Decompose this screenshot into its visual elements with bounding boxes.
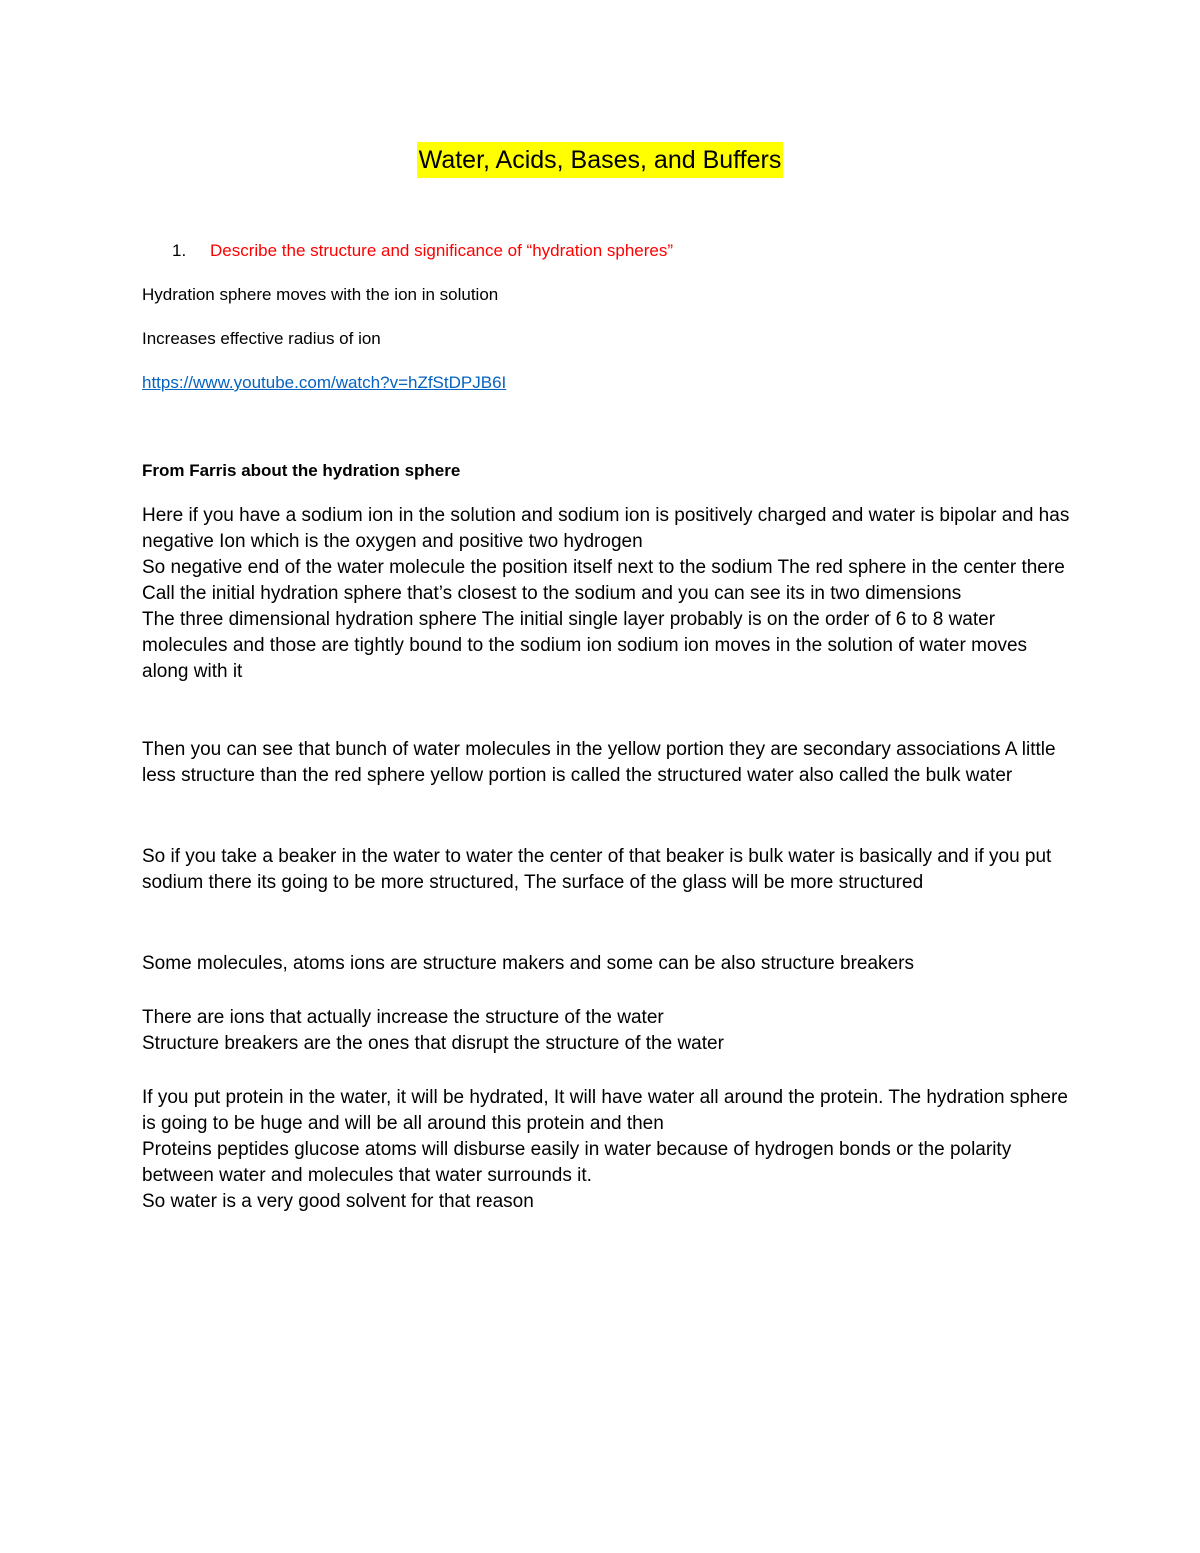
question-number: 1. [172,241,187,260]
paragraph-line: If you put protein in the water, it will be hydrated, It will have water all around the protein. The hydration sphere is going to be huge and will be all around this protein and then [142,1087,1068,1134]
note-line: Increases effective radius of ion [142,329,381,348]
paragraph-line: The three dimensional hydration sphere The initial single layer probably is on the order of 6 to 8 water molecules and those are tightly bound to the sodium ion sodium ion moves in the solution of water moves along with it [142,609,1028,682]
paragraph-line: So if you take a beaker in the water to water the center of that beaker is bulk water is basically and if you put sodium there its going to be more structured, The surface of the glass will be more structured [142,846,1052,893]
paragraph-line: Structure breakers are the ones that disrupt the structure of the water [142,1033,724,1054]
paragraph-line: So negative end of the water molecule the position itself next to the sodium The red sphere in the center there Call the initial hydration sphere that’s closest to the sodium and you can see its in two dimensions [142,557,1065,604]
paragraph-line: So water is a very good solvent for that reason [142,1191,534,1212]
paragraph-line: Some molecules, atoms ions are structure makers and some can be also structure breakers [142,953,914,974]
title-container [0,142,1200,178]
paragraph-line: There are ions that actually increase the structure of the water [142,1007,664,1028]
paragraph [142,844,1072,896]
section-subheading: From Farris about the hydration sphere [142,461,461,480]
paragraph [142,503,1072,685]
paragraph-line: Here if you have a sodium ion in the solution and sodium ion is positively charged and water is bipolar and has negative Ion which is the oxygen and positive two hydrogen [142,505,1070,552]
question-item [172,241,673,261]
paragraph [142,737,1072,789]
paragraph [142,1005,1072,1057]
paragraph [142,951,1072,977]
note-line: Hydration sphere moves with the ion in solution [142,285,499,304]
paragraph [142,1085,1072,1215]
paragraph-line: Proteins peptides glucose atoms will disburse easily in water because of hydrogen bonds or the polarity between water and molecules that water surrounds it. [142,1139,1012,1186]
document-title: Water, Acids, Bases, and Buffers [417,142,784,178]
question-text: Describe the structure and significance of “hydration spheres” [210,241,674,260]
paragraph-line: Then you can see that bunch of water molecules in the yellow portion they are secondary associations A little less structure than the red sphere yellow portion is called the structured water also called the bulk water [142,739,1056,786]
youtube-link[interactable]: https://www.youtube.com/watch?v=hZfStDPJB6I [142,373,507,392]
